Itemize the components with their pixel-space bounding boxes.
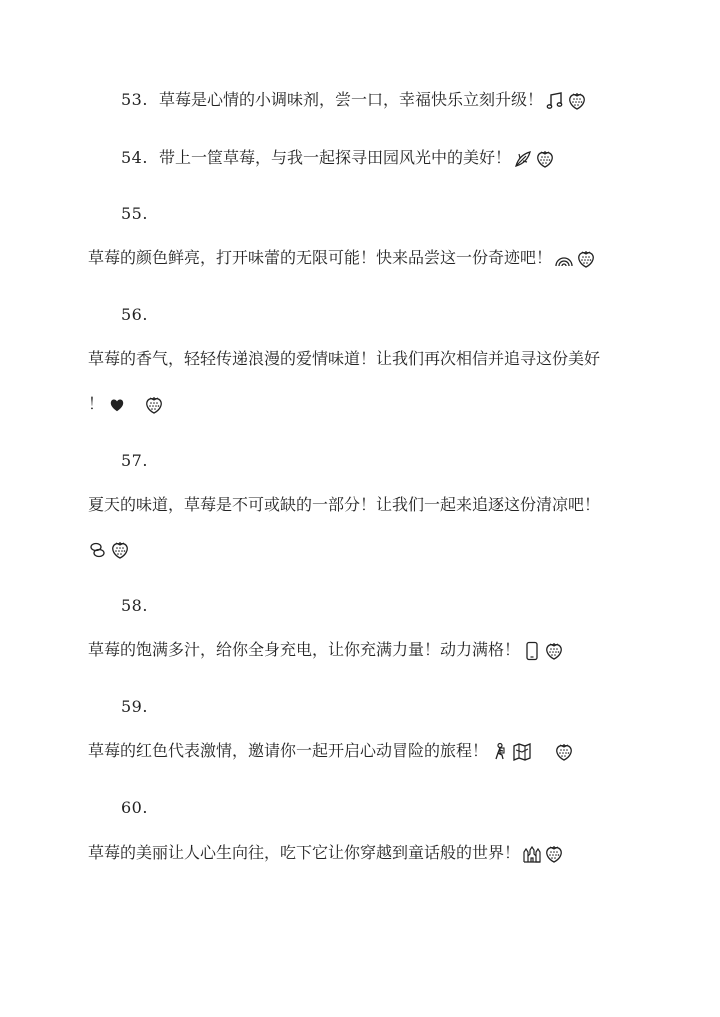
phone-battery-icon (522, 641, 542, 661)
list-item-59 (88, 739, 574, 763)
item-text: 草莓的香气，轻轻传递浪漫的爱情味道！让我们再次相信并追寻这份美好 (88, 349, 601, 368)
list-item-56 (88, 347, 600, 371)
item-number-59 (121, 695, 148, 719)
hiker-icon (490, 742, 510, 762)
item-number: 57. (121, 451, 148, 470)
item-number-55 (121, 202, 148, 226)
leaves-icon (513, 149, 533, 169)
item-number: 58. (121, 596, 148, 615)
strawberry-icon (144, 395, 164, 415)
strawberry-icon (544, 641, 564, 661)
item-text: 带上一筐草莓，与我一起探寻田园风光中的美好！ (159, 148, 512, 167)
item-text: 夏天的味道，草莓是不可或缺的一部分！让我们一起来追逐这份清凉吧！ (88, 495, 601, 514)
list-item-53 (121, 88, 587, 112)
ice-pop-icon (88, 540, 108, 560)
heart-icon (108, 396, 126, 414)
strawberry-icon (554, 742, 574, 762)
item-number: 59. (121, 697, 148, 716)
rainbow-icon (554, 249, 574, 269)
item-number-60 (121, 796, 148, 820)
item-number-57 (121, 449, 148, 473)
list-item-57-emojis (86, 537, 130, 561)
item-text: 草莓的饱满多汁，给你全身充电，让你充满力量！动力满格！ (88, 640, 521, 659)
item-number: 53. (121, 90, 148, 109)
item-number: 54. (121, 148, 148, 167)
castle-icon (522, 844, 542, 864)
strawberry-icon (576, 249, 596, 269)
item-number: 60. (121, 798, 148, 817)
list-item-55 (88, 246, 596, 270)
list-item-56-cont (88, 392, 164, 416)
map-icon (512, 742, 532, 762)
list-item-57 (88, 493, 600, 517)
item-number-58 (121, 594, 148, 618)
strawberry-icon (535, 149, 555, 169)
list-item-60 (88, 841, 564, 865)
item-text: 草莓的颜色鲜亮，打开味蕾的无限可能！快来品尝这一份奇迹吧！ (88, 248, 553, 267)
item-text: 草莓的红色代表激情，邀请你一起开启心动冒险的旅程！ (88, 741, 489, 760)
item-text: 草莓是心情的小调味剂，尝一口，幸福快乐立刻升级！ (159, 90, 544, 109)
item-number-56 (121, 303, 148, 327)
strawberry-icon (567, 91, 587, 111)
music-notes-icon (545, 91, 565, 111)
item-text-cont: ！ (88, 394, 105, 413)
item-number: 55. (121, 204, 148, 223)
strawberry-icon (544, 844, 564, 864)
item-number: 56. (121, 305, 148, 324)
list-item-58 (88, 638, 564, 662)
strawberry-icon (110, 540, 130, 560)
item-text: 草莓的美丽让人心生向往，吃下它让你穿越到童话般的世界！ (88, 843, 521, 862)
list-item-54 (121, 146, 555, 170)
